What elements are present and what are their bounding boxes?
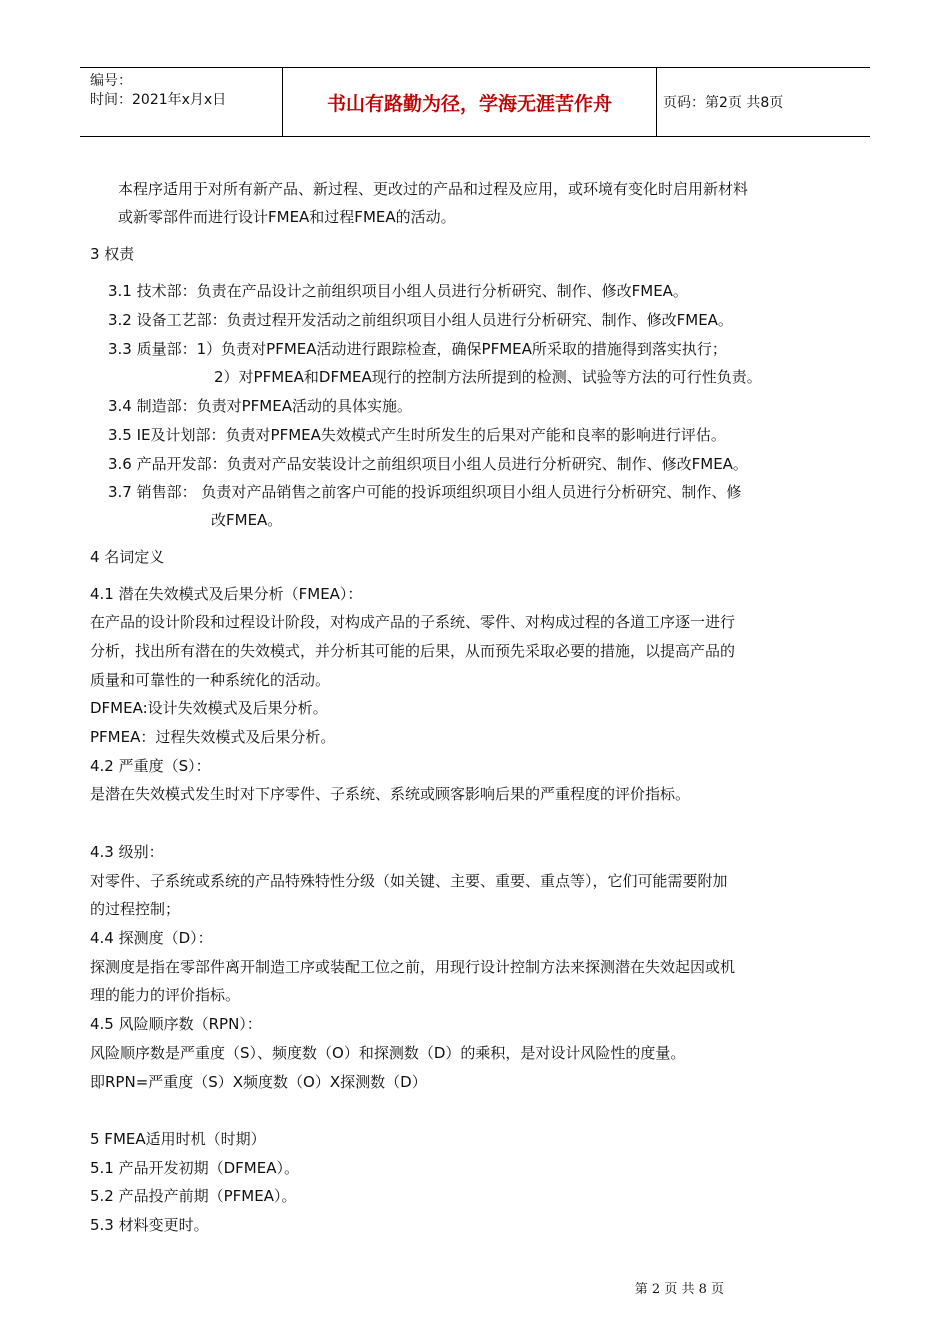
definition-text: 探测度是指在零部件离开制造工序或装配工位之前，用现行设计控制方法来探测潜在失效起因或机 [90,958,736,976]
definition-text: 分析，找出所有潜在的失效模式，并分析其可能的后果，从而预先采取必要的措施，以提高产品的 [90,642,736,660]
timing-item: 5.2 产品投产前期（PFMEA）。 [90,1187,297,1205]
footer-page-number: 第 2 页 共 8 页 [634,1282,724,1297]
responsibility-item-continued: 2）对PFMEA和DFMEA现行的控制方法所提到的检测、试验等方法的可行性负责。 [214,368,762,386]
section-heading: 4 名词定义 [90,548,165,566]
definition-text: 风险顺序数是严重度（S）、频度数（O）和探测数（D）的乘积，是对设计风险性的度量。 [90,1044,686,1062]
timing-item: 5.3 材料变更时。 [90,1216,209,1234]
definition-text: 对零件、子系统或系统的产品特殊特性分级（如关键、主要、重要、重点等），它们可能需要附加 [90,872,728,890]
definition-text: 在产品的设计阶段和过程设计阶段，对构成产品的子系统、零件、对构成过程的各道工序逐一进行 [90,613,736,631]
header-motto-cell [282,68,657,136]
scope-paragraph-line: 本程序适用于对所有新产品、新过程、更改过的产品和过程及应用，或环境有变化时启用新材料 [118,180,749,198]
header-meta-cell [80,68,282,136]
responsibility-item: 3.7 销售部： 负责对产品销售之前客户可能的投诉项组织项目小组人员进行分析研究、制作、修 [108,483,742,501]
header-motto: 书山有路勤为径，学海无涯苦作舟 [326,92,612,115]
definition-heading: 4.3 级别： [90,843,164,861]
section-heading: 5 FMEA适用时机（时期） [90,1130,266,1148]
responsibility-item: 3.3 质量部：1）负责对PFMEA活动进行跟踪检查，确保PFMEA所采取的措施得到落实执行； [108,340,727,358]
document-header [80,67,870,137]
header-page-label: 页码：第2页 共8页 [663,95,784,111]
responsibility-item: 3.5 IE及计划部：负责对PFMEA失效模式产生时所发生的后果对产能和良率的影响进行评估。 [108,426,726,444]
definition-text: DFMEA:设计失效模式及后果分析。 [90,699,328,717]
definition-heading: 4.4 探测度（D）： [90,929,213,947]
definition-text: 质量和可靠性的一种系统化的活动。 [90,671,331,689]
responsibility-item: 3.6 产品开发部：负责对产品安装设计之前组织项目小组人员进行分析研究、制作、修改FMEA。 [108,455,748,473]
definition-heading: 4.5 风险顺序数（RPN）： [90,1015,262,1033]
definition-heading: 4.2 严重度（S）： [90,757,211,775]
header-page-cell [657,68,870,136]
section-heading: 3 权责 [90,245,135,263]
responsibility-item: 3.2 设备工艺部：负责过程开发活动之前组织项目小组人员进行分析研究、制作、修改FMEA。 [108,311,733,329]
definition-heading: 4.1 潜在失效模式及后果分析（FMEA）： [90,585,363,603]
responsibility-item: 3.1 技术部：负责在产品设计之前组织项目小组人员进行分析研究、制作、修改FMEA。 [108,282,688,300]
responsibility-item: 3.4 制造部：负责对PFMEA活动的具体实施。 [108,397,412,415]
page-footer [635,1278,724,1297]
document-date: 时间：2021年x月x日 [90,92,227,108]
responsibility-item-continued: 改FMEA。 [211,511,283,529]
definition-text: 是潜在失效模式发生时对下序零件、子系统、系统或顾客影响后果的严重程度的评价指标。 [90,785,691,803]
definition-text: 的过程控制； [90,900,181,918]
timing-item: 5.1 产品开发初期（DFMEA）。 [90,1159,299,1177]
document-number: 编号： [90,73,132,89]
scope-paragraph-line: 或新零部件而进行设计FMEA和过程FMEA的活动。 [118,208,456,226]
definition-text: 理的能力的评价指标。 [90,986,241,1004]
definition-formula: 即RPN=严重度（S）X频度数（O）X探测数（D） [90,1073,427,1091]
definition-text: PFMEA：过程失效模式及后果分析。 [90,728,336,746]
